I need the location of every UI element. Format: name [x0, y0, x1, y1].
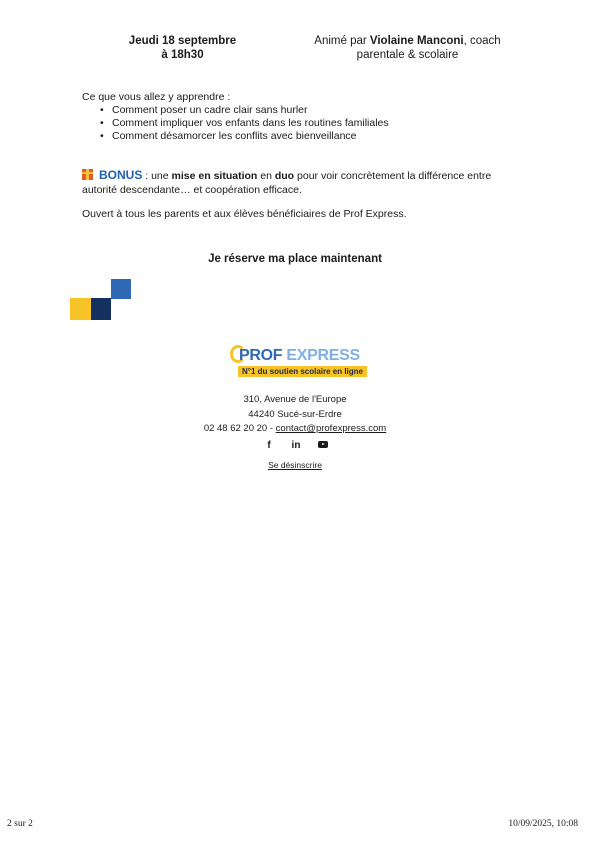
event-host-line1: [300, 34, 515, 48]
address-city: 44240 Sucé-sur-Erdre: [248, 409, 342, 420]
event-host: [300, 34, 515, 62]
logo-prof: PROF: [239, 347, 283, 364]
bonus-paragraph: [82, 168, 512, 197]
event-date-time: à 18h30: [161, 49, 204, 61]
bonus-sep: : une: [142, 170, 172, 182]
youtube-icon[interactable]: [316, 440, 330, 451]
contact-line: [170, 423, 420, 434]
page-number: 2 sur 2: [7, 819, 33, 829]
bonus-bold-2: duo: [274, 170, 295, 182]
logo-express: EXPRESS: [282, 347, 360, 364]
open-note: Ouvert à tous les parents et aux élèves bénéficiaires de Prof Express.: [82, 208, 407, 220]
logo-tagline: N°1 du soutien scolaire en ligne: [238, 366, 367, 377]
list-item: • Comment désamorcer les conflits avec bienveillance: [98, 130, 389, 143]
facebook-icon[interactable]: f: [267, 440, 271, 451]
event-host-line2: parentale & scolaire: [356, 49, 459, 61]
event-date: [110, 34, 255, 62]
address-street: 310, Avenue de l'Europe: [243, 394, 347, 405]
gift-icon: [82, 169, 93, 180]
reserve-button[interactable]: Je réserve ma place maintenant: [208, 253, 382, 265]
event-date-day: Jeudi 18 septembre: [128, 35, 237, 47]
decor-square-blue: [111, 279, 131, 299]
host-suffix: , coach: [463, 35, 501, 47]
email-link[interactable]: contact@profexpress.com: [275, 423, 387, 434]
print-timestamp: 10/09/2025, 10:08: [508, 819, 578, 829]
learn-list: [98, 104, 389, 143]
bonus-mid: en: [257, 170, 275, 182]
learn-intro: Ce que vous allez y apprendre :: [82, 91, 231, 103]
bonus-bold-1: mise en situation: [171, 170, 258, 182]
linkedin-icon[interactable]: in: [291, 440, 301, 451]
decor-square-navy: [91, 298, 111, 320]
host-name: Violaine Manconi: [369, 35, 464, 47]
phone-number: 02 48 62 20 20: [203, 423, 268, 434]
list-item: • Comment poser un cadre clair sans hurler: [98, 104, 389, 117]
logo-text: [239, 347, 360, 365]
bonus-rest: pour voir concrètement la différence entre autorité descendante… et coopération efficace.: [82, 170, 492, 196]
prof-express-logo[interactable]: [230, 343, 370, 383]
contact-sep: -: [267, 423, 276, 434]
social-links: [262, 440, 330, 451]
bonus-label: BONUS: [99, 168, 143, 182]
unsubscribe-link[interactable]: Se désinscrire: [268, 460, 322, 470]
host-prefix: Animé par: [314, 35, 370, 47]
list-item: • Comment impliquer vos enfants dans les routines familiales: [98, 117, 389, 130]
decor-square-yellow: [70, 298, 91, 320]
